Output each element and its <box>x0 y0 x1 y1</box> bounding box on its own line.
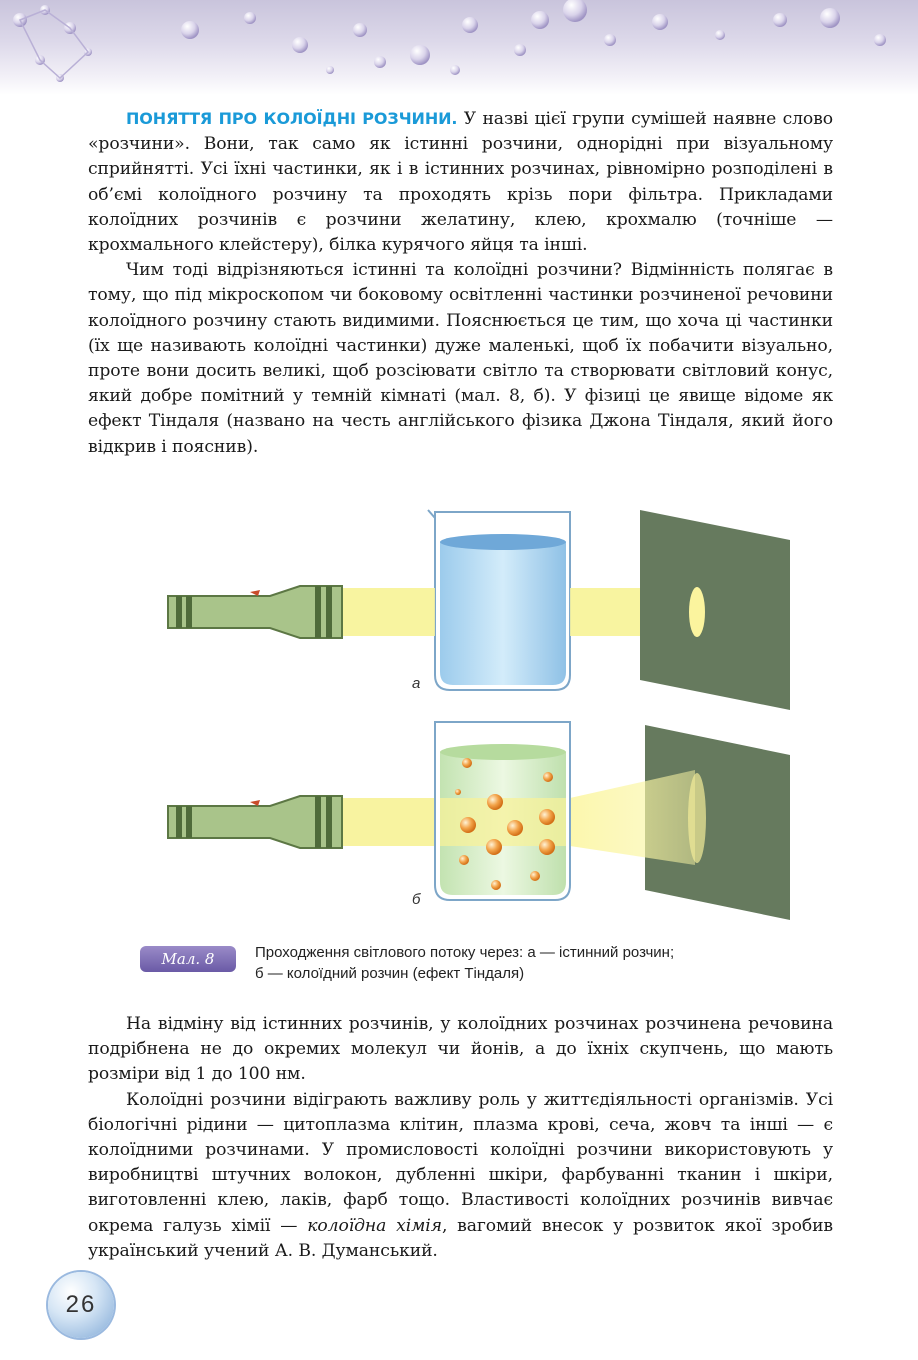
liquid-true-solution <box>440 542 566 685</box>
figure-tyndall-effect <box>150 500 870 940</box>
setup-true-solution <box>168 510 790 710</box>
label-b: б <box>412 891 421 908</box>
caption-line-1: Проходження світлового потоку через: а — істинний розчин; <box>255 944 675 961</box>
section-heading: ПОНЯТТЯ ПРО КОЛОЇДНІ РОЗЧИНИ. <box>126 109 458 128</box>
paragraph-3: На відміну від істинних розчинів, у колоїдних розчинах розчинена речовина подрібнена не до окремих молекул чи йонів, а до їхніх скупчень, що мають розміри від 1 до 100 нм. <box>88 1014 833 1085</box>
paragraph-4-text-a: Колоїдні розчини відіграють важливу роль у життєдіяльності організмів. Усі біологічні рідини — цитоплазма клітин, плазма крові, сеча, жовч та інші — є колоїдними розчинами. У промисловості колоїдні розчини використовують у виробництві штучних волокон, дубленні шкіри, фарбуванні тканин і шкіри, виготовленні клею, лаків, фарб тощо. Властивості колоїдних розчинів вивчає окрема галузь хімії — <box>88 1089 833 1236</box>
paragraph-1-text: У назві цієї групи сумішей наявне слово «розчини». Вони, так само як істинні розчини, однорідні при візуальному сприйнятті. Усі їхні частинки, як і в істинних розчинах, рівномірно розподілені в об’ємі колоїдного розчину та проходять крізь пори фільтра. Прикладами колоїдних розчинів є розчини желатину, клею, крохмалю (точніше — крохмального клейстеру), білка курячого яйця та інші. <box>88 109 833 256</box>
paragraph-colloids-role <box>88 1012 833 1264</box>
page-number: 26 <box>48 1272 114 1338</box>
paragraph-4 <box>88 1088 833 1264</box>
light-cone-b <box>570 770 695 865</box>
paragraph-4-text-b: , вагомий внесок у розвиток якої зробив український учений А. В. Думанський. <box>88 1215 833 1261</box>
label-a: а <box>412 675 421 692</box>
caption-line-2: б — колоїдний розчин (ефект Тіндаля) <box>255 965 525 982</box>
tyndall-illustration <box>150 500 870 940</box>
flashlight-b <box>168 796 342 848</box>
light-spot-a <box>689 587 705 637</box>
flashlight-a <box>168 586 342 638</box>
light-beam-b <box>340 798 450 846</box>
term-colloid-chemistry: колоїдна хімія <box>307 1215 442 1236</box>
setup-colloid-solution <box>168 722 790 920</box>
screen-a <box>640 510 790 710</box>
paragraph-colloids-intro <box>88 106 833 460</box>
bubbles-decoration <box>0 0 918 95</box>
paragraph-2: Чим тоді відрізняються істинні та колоїдні розчини? Відмінність полягає в тому, що під мікроскопом чи боковому освітленні частинки розчиненої речовини колоїдного розчину стають видимими. Пояснюється це тим, що хоча ці частинки (їх ще називають колоїдні частинки) дуже маленькі, щоб їх побачити візуально, проте вони досить великі, щоб розсіювати світло та створювати світловий конус, який добре помітний у темній кімнаті (мал. 8, б). У фізиці це явище відоме як ефект Тіндаля (названо на честь англійського фізика Джона Тіндаля, який його відкрив і пояснив). <box>88 260 833 457</box>
figure-badge: Мал. 8 <box>140 946 236 972</box>
figure-caption <box>255 942 815 984</box>
header-decoration <box>0 0 918 95</box>
